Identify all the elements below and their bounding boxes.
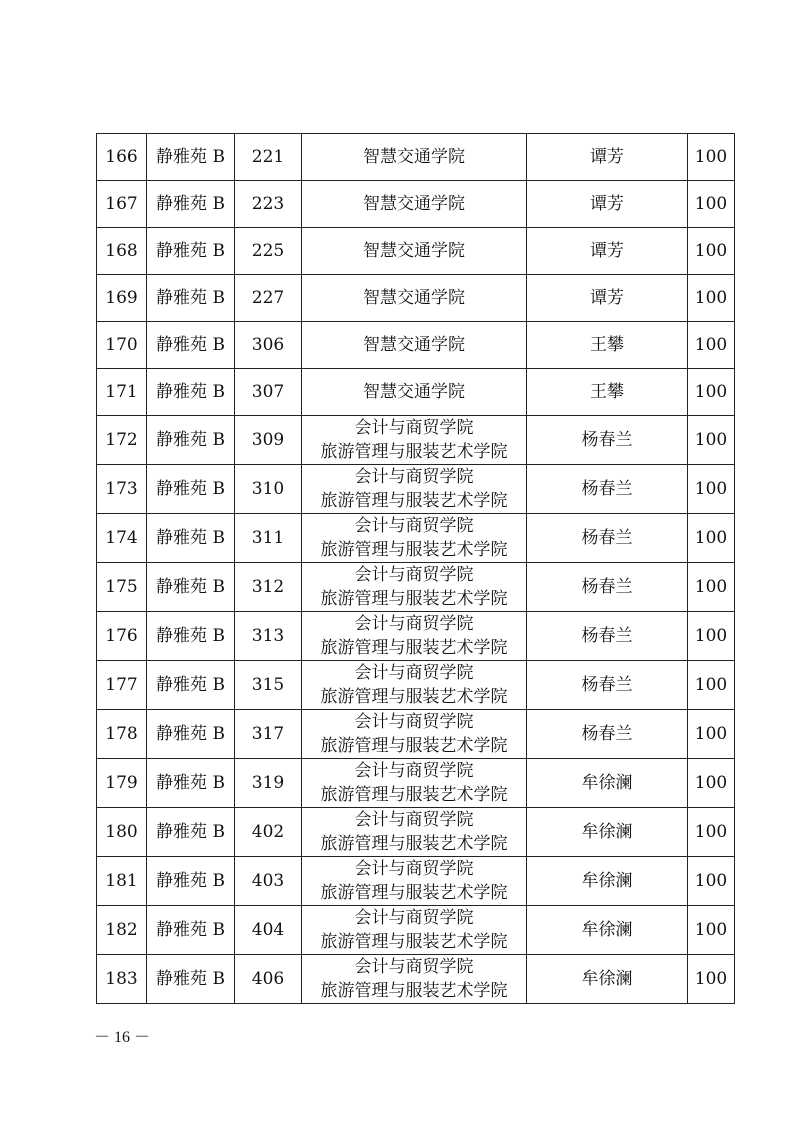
college-name <box>302 857 527 906</box>
building-name: 静雅苑 B <box>147 369 235 416</box>
table-row <box>97 759 735 808</box>
row-number: 175 <box>97 563 147 612</box>
college-name <box>302 563 527 612</box>
college-line-1: 会计与商贸学院 <box>354 761 474 781</box>
table-row <box>97 228 735 275</box>
room-number: 221 <box>235 134 302 181</box>
table-row <box>97 857 735 906</box>
room-number: 402 <box>235 808 302 857</box>
room-number: 227 <box>235 275 302 322</box>
table-body <box>97 134 735 1004</box>
college-line-2: 旅游管理与服装艺术学院 <box>320 491 508 511</box>
score: 100 <box>688 857 735 906</box>
building-name: 静雅苑 B <box>147 275 235 322</box>
building-name: 静雅苑 B <box>147 181 235 228</box>
row-number: 177 <box>97 661 147 710</box>
person-name: 杨春兰 <box>527 416 688 465</box>
room-number: 311 <box>235 514 302 563</box>
college-line-2: 旅游管理与服装艺术学院 <box>320 442 508 462</box>
person-name: 牟徐澜 <box>527 955 688 1004</box>
room-number: 403 <box>235 857 302 906</box>
row-number: 174 <box>97 514 147 563</box>
person-name: 谭芳 <box>527 228 688 275</box>
building-name: 静雅苑 B <box>147 857 235 906</box>
row-number: 173 <box>97 465 147 514</box>
room-number: 307 <box>235 369 302 416</box>
building-name: 静雅苑 B <box>147 808 235 857</box>
table-row <box>97 181 735 228</box>
table-row <box>97 465 735 514</box>
table-row <box>97 906 735 955</box>
person-name: 杨春兰 <box>527 612 688 661</box>
building-name: 静雅苑 B <box>147 514 235 563</box>
row-number: 171 <box>97 369 147 416</box>
person-name: 谭芳 <box>527 181 688 228</box>
page-number: － 16 － <box>94 1029 151 1046</box>
room-number: 223 <box>235 181 302 228</box>
college-line-2: 旅游管理与服装艺术学院 <box>320 638 508 658</box>
college-line-1: 智慧交通学院 <box>363 147 465 167</box>
person-name: 谭芳 <box>527 275 688 322</box>
college-line-1: 会计与商贸学院 <box>354 565 474 585</box>
row-number: 167 <box>97 181 147 228</box>
table-row <box>97 322 735 369</box>
table-row <box>97 416 735 465</box>
row-number: 168 <box>97 228 147 275</box>
score: 100 <box>688 465 735 514</box>
table-row <box>97 661 735 710</box>
person-name: 杨春兰 <box>527 465 688 514</box>
building-name: 静雅苑 B <box>147 955 235 1004</box>
college-name <box>302 906 527 955</box>
score: 100 <box>688 759 735 808</box>
table-row <box>97 514 735 563</box>
row-number: 180 <box>97 808 147 857</box>
room-number: 309 <box>235 416 302 465</box>
person-name: 杨春兰 <box>527 563 688 612</box>
table-row <box>97 710 735 759</box>
table-row <box>97 134 735 181</box>
college-line-1: 会计与商贸学院 <box>354 467 474 487</box>
score: 100 <box>688 181 735 228</box>
table-row <box>97 808 735 857</box>
row-number: 181 <box>97 857 147 906</box>
college-line-1: 会计与商贸学院 <box>354 663 474 683</box>
room-number: 313 <box>235 612 302 661</box>
table-row <box>97 275 735 322</box>
room-number: 315 <box>235 661 302 710</box>
score: 100 <box>688 906 735 955</box>
score: 100 <box>688 275 735 322</box>
college-name <box>302 228 527 275</box>
person-name: 杨春兰 <box>527 710 688 759</box>
college-name <box>302 808 527 857</box>
dormitory-score-table <box>96 133 735 1004</box>
row-number: 170 <box>97 322 147 369</box>
college-line-2: 旅游管理与服装艺术学院 <box>320 736 508 756</box>
score: 100 <box>688 134 735 181</box>
room-number: 406 <box>235 955 302 1004</box>
building-name: 静雅苑 B <box>147 563 235 612</box>
college-name <box>302 416 527 465</box>
person-name: 王攀 <box>527 369 688 416</box>
person-name: 杨春兰 <box>527 661 688 710</box>
college-line-1: 会计与商贸学院 <box>354 614 474 634</box>
row-number: 182 <box>97 906 147 955</box>
college-line-1: 智慧交通学院 <box>363 194 465 214</box>
college-line-2: 旅游管理与服装艺术学院 <box>320 785 508 805</box>
room-number: 225 <box>235 228 302 275</box>
college-line-2: 旅游管理与服装艺术学院 <box>320 589 508 609</box>
person-name: 王攀 <box>527 322 688 369</box>
college-line-1: 智慧交通学院 <box>363 288 465 308</box>
college-name <box>302 322 527 369</box>
table-row <box>97 563 735 612</box>
score: 100 <box>688 808 735 857</box>
score: 100 <box>688 228 735 275</box>
score: 100 <box>688 955 735 1004</box>
building-name: 静雅苑 B <box>147 710 235 759</box>
building-name: 静雅苑 B <box>147 322 235 369</box>
college-line-1: 智慧交通学院 <box>363 241 465 261</box>
person-name: 牟徐澜 <box>527 808 688 857</box>
score: 100 <box>688 322 735 369</box>
score: 100 <box>688 416 735 465</box>
college-line-2: 旅游管理与服装艺术学院 <box>320 883 508 903</box>
college-line-2: 旅游管理与服装艺术学院 <box>320 687 508 707</box>
score: 100 <box>688 563 735 612</box>
room-number: 319 <box>235 759 302 808</box>
person-name: 牟徐澜 <box>527 906 688 955</box>
building-name: 静雅苑 B <box>147 416 235 465</box>
row-number: 172 <box>97 416 147 465</box>
person-name: 谭芳 <box>527 134 688 181</box>
building-name: 静雅苑 B <box>147 759 235 808</box>
building-name: 静雅苑 B <box>147 906 235 955</box>
college-line-1: 智慧交通学院 <box>363 382 465 402</box>
row-number: 179 <box>97 759 147 808</box>
building-name: 静雅苑 B <box>147 228 235 275</box>
college-line-2: 旅游管理与服装艺术学院 <box>320 540 508 560</box>
table-row <box>97 369 735 416</box>
college-name <box>302 955 527 1004</box>
room-number: 312 <box>235 563 302 612</box>
college-name <box>302 710 527 759</box>
college-line-1: 智慧交通学院 <box>363 335 465 355</box>
college-line-2: 旅游管理与服装艺术学院 <box>320 932 508 952</box>
college-name <box>302 661 527 710</box>
row-number: 169 <box>97 275 147 322</box>
college-name <box>302 369 527 416</box>
building-name: 静雅苑 B <box>147 465 235 514</box>
college-line-1: 会计与商贸学院 <box>354 712 474 732</box>
person-name: 牟徐澜 <box>527 857 688 906</box>
table-row <box>97 955 735 1004</box>
college-line-2: 旅游管理与服装艺术学院 <box>320 981 508 1001</box>
person-name: 杨春兰 <box>527 514 688 563</box>
row-number: 178 <box>97 710 147 759</box>
college-line-2: 旅游管理与服装艺术学院 <box>320 834 508 854</box>
college-name <box>302 759 527 808</box>
room-number: 404 <box>235 906 302 955</box>
score: 100 <box>688 514 735 563</box>
college-line-1: 会计与商贸学院 <box>354 859 474 879</box>
building-name: 静雅苑 B <box>147 134 235 181</box>
college-line-1: 会计与商贸学院 <box>354 957 474 977</box>
college-line-1: 会计与商贸学院 <box>354 516 474 536</box>
room-number: 310 <box>235 465 302 514</box>
person-name: 牟徐澜 <box>527 759 688 808</box>
college-line-1: 会计与商贸学院 <box>354 418 474 438</box>
building-name: 静雅苑 B <box>147 661 235 710</box>
row-number: 183 <box>97 955 147 1004</box>
row-number: 166 <box>97 134 147 181</box>
college-line-1: 会计与商贸学院 <box>354 908 474 928</box>
room-number: 306 <box>235 322 302 369</box>
table-row <box>97 612 735 661</box>
score: 100 <box>688 661 735 710</box>
score: 100 <box>688 710 735 759</box>
college-name <box>302 514 527 563</box>
college-name <box>302 275 527 322</box>
college-name <box>302 465 527 514</box>
college-name <box>302 134 527 181</box>
college-name <box>302 181 527 228</box>
score: 100 <box>688 612 735 661</box>
row-number: 176 <box>97 612 147 661</box>
score: 100 <box>688 369 735 416</box>
college-name <box>302 612 527 661</box>
building-name: 静雅苑 B <box>147 612 235 661</box>
room-number: 317 <box>235 710 302 759</box>
college-line-1: 会计与商贸学院 <box>354 810 474 830</box>
